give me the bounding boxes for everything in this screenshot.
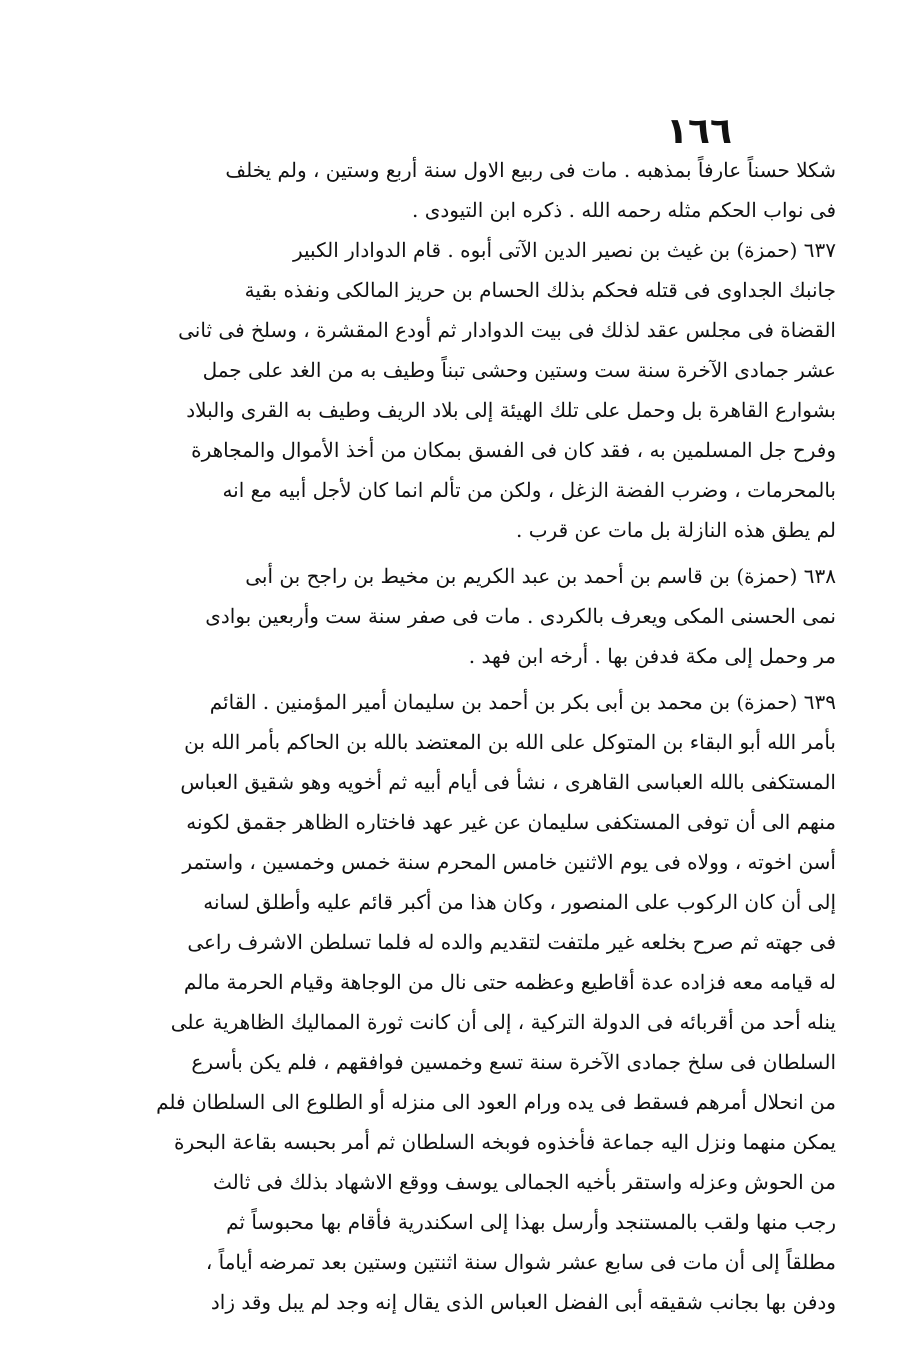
entry-638-heading-line: ٦٣٨ (حمزة) بن قاسم بن أحمد بن عبد الكريم بن مخيط بن راجح بن أبى xyxy=(245,564,836,588)
entry-639-heading-line: ٦٣٩ (حمزة) بن محمد بن أبى بكر بن أحمد بن سليمان أمير المؤمنين . القائم xyxy=(209,690,836,714)
text-line: مطلقاً إلى أن مات فى سابع عشر شوال سنة اثنتين وستين بعد تمرضه أياماً ، xyxy=(205,1250,836,1274)
text-line: بشوارع القاهرة بل وحمل على تلك الهيئة إلى بلاد الريف وطيف به القرى والبلاد xyxy=(186,398,836,422)
text-line: إلى أن كان الركوب على المنصور ، وكان هذا من أكبر قائم عليه وأطلق لسانه xyxy=(203,890,836,914)
text-line: بالمحرمات ، وضرب الفضة الزغل ، ولكن من تألم انما كان لأجل أبيه مع انه xyxy=(222,478,836,502)
page-text xyxy=(90,150,836,1322)
text-line: مر وحمل إلى مكة فدفن بها . أرخه ابن فهد . xyxy=(468,644,836,668)
text-line: رجب منها ولقب بالمستنجد وأرسل بهذا إلى اسكندرية فأقام بها محبوساً ثم xyxy=(226,1210,836,1234)
text-line: له قيامه معه فزاده عدة أقاطيع وعظمه حتى نال من الوجاهة وقيام الحرمة مالم xyxy=(183,970,836,994)
text-line: يمكن منهما ونزل اليه جماعة فأخذوه فوبخه السلطان ثم أمر بحبسه بقاعة البحرة xyxy=(173,1130,836,1154)
page-number: ١٦٦ xyxy=(666,111,732,152)
text-line: شكلا حسناً عارفاً بمذهبه . مات فى ربيع الاول سنة أربع وستين ، ولم يخلف xyxy=(225,158,836,182)
text-line: فى جهته ثم صرح بخلعه غير ملتفت لتقديم والده له فلما تسلطن الاشرف راعى xyxy=(187,930,836,954)
text-line: عشر جمادى الآخرة سنة ست وستين وحشى تبناً وطيف به من الغد على جمل xyxy=(202,358,836,382)
text-line: جانبك الجداوى فى قتله فحكم بذلك الحسام بن حريز المالكى ونفذه بقية xyxy=(244,278,836,302)
text-line: من انحلال أمرهم فسقط فى يده ورام العود الى منزله أو الطلوع الى السلطان فلم xyxy=(156,1090,836,1114)
text-line: من الحوش وعزله واستقر بأخيه الجمالى يوسف ووقع الاشهاد بذلك فى ثالث xyxy=(213,1170,836,1194)
text-line: أسن اخوته ، وولاه فى يوم الاثنين خامس المحرم سنة خمس وخمسين ، واستمر xyxy=(182,850,836,874)
text-line: ينله أحد من أقربائه فى الدولة التركية ، إلى أن كانت ثورة المماليك الظاهرية على xyxy=(170,1010,836,1034)
text-line: منهم الى أن توفى المستكفى سليمان عن غير عهد فاختاره الظاهر جقمق لكونه xyxy=(186,810,836,834)
entry-637-heading-line: ٦٣٧ (حمزة) بن غيث بن نصير الدين الآتى أبوه . قام الدوادار الكبير xyxy=(292,238,836,262)
text-line: القضاة فى مجلس عقد لذلك فى بيت الدوادار ثم أودع المقشرة ، وسلخ فى ثانى xyxy=(178,318,836,342)
text-line: لم يطق هذه النازلة بل مات عن قرب . xyxy=(516,518,836,542)
text-line: المستكفى بالله العباسى القاهرى ، نشأ فى أيام أبيه ثم أخويه وهو شقيق العباس xyxy=(180,770,836,794)
text-line: السلطان فى سلخ جمادى الآخرة سنة تسع وخمسين فوافقهم ، فلم يكن بأسرع xyxy=(191,1050,836,1074)
text-line: بأمر الله أبو البقاء بن المتوكل على الله بن المعتضد بالله بن الحاكم بأمر الله بن xyxy=(184,730,836,754)
text-line: ودفن بها بجانب شقيقه أبى الفضل العباس الذى يقال إنه وجد لم يبل وقد زاد xyxy=(210,1290,836,1314)
text-line: نمى الحسنى المكى ويعرف بالكردى . مات فى صفر سنة ست وأربعين بوادى xyxy=(205,604,836,628)
text-line: وفرح جل المسلمين به ، فقد كان فى الفسق بمكان من أخذ الأموال والمجاهرة xyxy=(191,438,836,462)
text-line: فى نواب الحكم مثله رحمه الله . ذكره ابن التيودى . xyxy=(411,198,836,222)
